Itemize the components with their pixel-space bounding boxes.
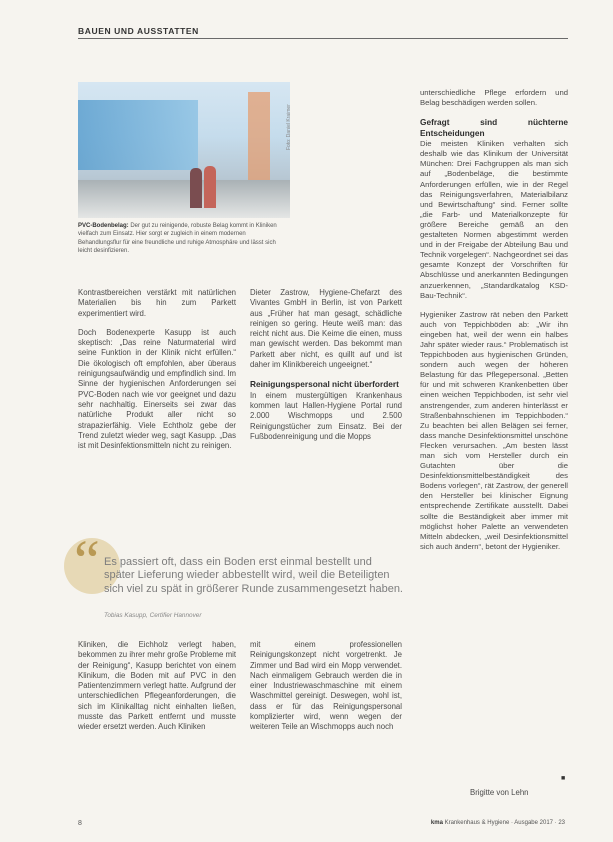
paragraph: Kliniken, die Eichholz verlegt haben, bekommen zu ihrer mehr große Probleme mit der Reinigung“, Kasupp berichtet von einem Klinikum, die Boden mit auf PVC in den Patientenzimmern verlegt hatte. Aufgrund der unterschiedlichen Pflegeanforderungen, die sich im Klinikalltag nicht einhalten ließen, musste das Parkett entfernt und musste wieder ersetzt werden. Auch Kliniken xyxy=(78,640,236,732)
paragraph: Doch Bodenexperte Kasupp ist auch skeptisch: „Das reine Naturmaterial wird seine Funktion in der Klinik nicht erfüllen.“ Die ökologisch oft empfohlen, aber überaus reinigungsaufwändig und empfindlich sind. Im Sinne der hygienischen Anforderungen sei PVC-Boden nach wie vor geeignet und dazu sehr nachhaltig. Einerseits sei zwar das natürliche Produkt aller nicht so strapazierfähig. Viele Echtholz gebe der Trend zuletzt wieder weg, sagt Kasupp. „Das ist mit Desinfektionsmitteln nicht zu reinigen. xyxy=(78,327,236,451)
photo-credit: Foto: Daniel Kraimer xyxy=(286,104,292,150)
photo-person-2 xyxy=(204,166,216,208)
magazine-name: kma xyxy=(430,820,443,826)
paragraph: Hygieniker Zastrow rät neben den Parkett auch von Teppichböden ab: „Wir ihn eingeben hat, weil der wenn ein halbes Jahr später wieder raus.“ Problematisch ist Teppichboden aus hygienischen Gründen, sondern auch wegen der höheren Belastung für das Pflegepersonal. „Betten für und mit schweren Krankenbetten über einen weichen Teppichboden, ist sehr viel anstrengender, zum anderen hinterlässt er Straßenbahnschienen im Teppichboden.“ Zu beachten bei allen Belägen sei ferner, dass manche Desinfektionsmittel unschöne Flecken verursachen. „Am besten lässt man sich vom Hersteller durch ein Gutachten über die Desinfektionsmittelbeständigkeit des Bodens vorlegen“, rät Zastrow, der generell den Hersteller bei klinischer Eignung entsprechende Zertifikate ausstellt. Dabei sollte die Beständigkeit aber immer mit möglichst hoher Palette an verwendeten Mitteln abdecken, „weil Desinfektionsmittel sich auch ändern“, betont der Hygieniker. xyxy=(420,309,568,551)
footer-info xyxy=(431,820,565,826)
paragraph: mit einem professionellen Reinigungskonzept nicht vorgetrenkt. Je Zimmer und Bad wird ein Mopp verwendet. Nach einmaligem Gebrauch werden die in einer Industriewaschmaschine mit einem Waschmittel gereinigt. Deswegen, wohl ist, dass er für das Reinigungspersonal komplizierter wird, wenn wegen der weiteren Teile an Wischmopps auch noch xyxy=(250,640,402,732)
header-rule xyxy=(78,38,568,39)
caption-lead: PVC-Bodenbelag: xyxy=(78,223,129,229)
column-2-bottom xyxy=(250,640,402,742)
quote-mark-icon: “ xyxy=(74,528,100,593)
paragraph: unterschiedliche Pflege erfordern und Belag beschädigen werden sollen. xyxy=(420,88,568,108)
column-2-top xyxy=(250,288,402,451)
paragraph: In einem mustergültigen Krankenhaus kommen laut Hallen-Hygiene Portal rund 2.000 Wischmopps und 2.500 Reinigungstücher zum Einsatz. Bei der Fußbodenreinigung und die Mopps xyxy=(250,390,402,442)
page-number: 8 xyxy=(78,820,82,827)
caption-text: Der gut zu reinigende, robuste Belag kommt in Kliniken vielfach zum Einsatz. Hier sorgt er zugleich in einem modernen Behandlungsflur für eine freundliche und ruhige Atmosphäre und lässt sich leicht desinfizieren. xyxy=(78,223,277,254)
photo-person-1 xyxy=(190,168,202,208)
photo-wall-art xyxy=(78,100,198,170)
photo-caption xyxy=(78,222,290,255)
issue-info: Krankenhaus & Hygiene · Ausgabe 2017 · 23 xyxy=(444,820,565,826)
article-photo xyxy=(78,82,290,218)
pull-quote: Es passiert oft, dass ein Boden erst einmal bestellt und später Lieferung wieder abbestellt wird, weil die Beteiligten sich viel zu spät in größerer Runde zusammengesetzt haben. xyxy=(104,556,403,595)
column-3 xyxy=(420,88,568,561)
subheading: Gefragt sind nüchterne Entscheidungen xyxy=(420,117,568,138)
subheading: Reinigungspersonal nicht überfordert xyxy=(250,379,399,390)
photo-floor xyxy=(78,180,290,218)
quote-attribution: Tobias Kasupp, Certifier Hannover xyxy=(104,612,202,619)
paragraph: Kontrastbereichen verstärkt mit natürlichen Materialien bis hin zum Parkett experimentiert wird. xyxy=(78,288,236,318)
author-signature: Brigitte von Lehn xyxy=(470,788,529,797)
section-label: BAUEN UND AUSSTATTEN xyxy=(78,26,199,36)
paragraph: Dieter Zastrow, Hygiene-Chefarzt des Vivantes GmbH in Berlin, ist von Parkett aus „Früher hat man gesagt, schädliche reinigen so gering. Heute weiß man: das reicht nicht aus. Die Keime die einen, muss man gewischt werden. Das bekommt man Parkett aber nicht, es quillt auf und ist daher im Klinikbereich ungeeignet.“ xyxy=(250,288,402,370)
paragraph: Die meisten Kliniken verhalten sich deshalb wie das Klinikum der Universität München: Drei Fachgruppen als man sich auf „Bodenbeläge, die bestimmte Anforderungen erfüllen, wie in der Regel das Reinigungsverfahren, Materialbilanz und Bewirtschaftung“ sind. Ferner sollte „die Farb- und Materialkonzepte für größere Bereiche gemäß an den gestalteten Normen abgestimmt werden und in der Freigabe der Abteilung Bau und Technik vorgelegen“. Nachgeordnet sei das gesamte Konzept der Vorschriften für Abschlüsse und anerkannten Bedingungen anzuerkennen, „Standardkatalog KSD-Bau-Technik“. xyxy=(420,139,568,300)
column-1-top xyxy=(78,288,236,460)
end-mark-icon: ■ xyxy=(561,775,566,782)
photo-door xyxy=(248,92,270,192)
column-1-bottom xyxy=(78,640,236,742)
